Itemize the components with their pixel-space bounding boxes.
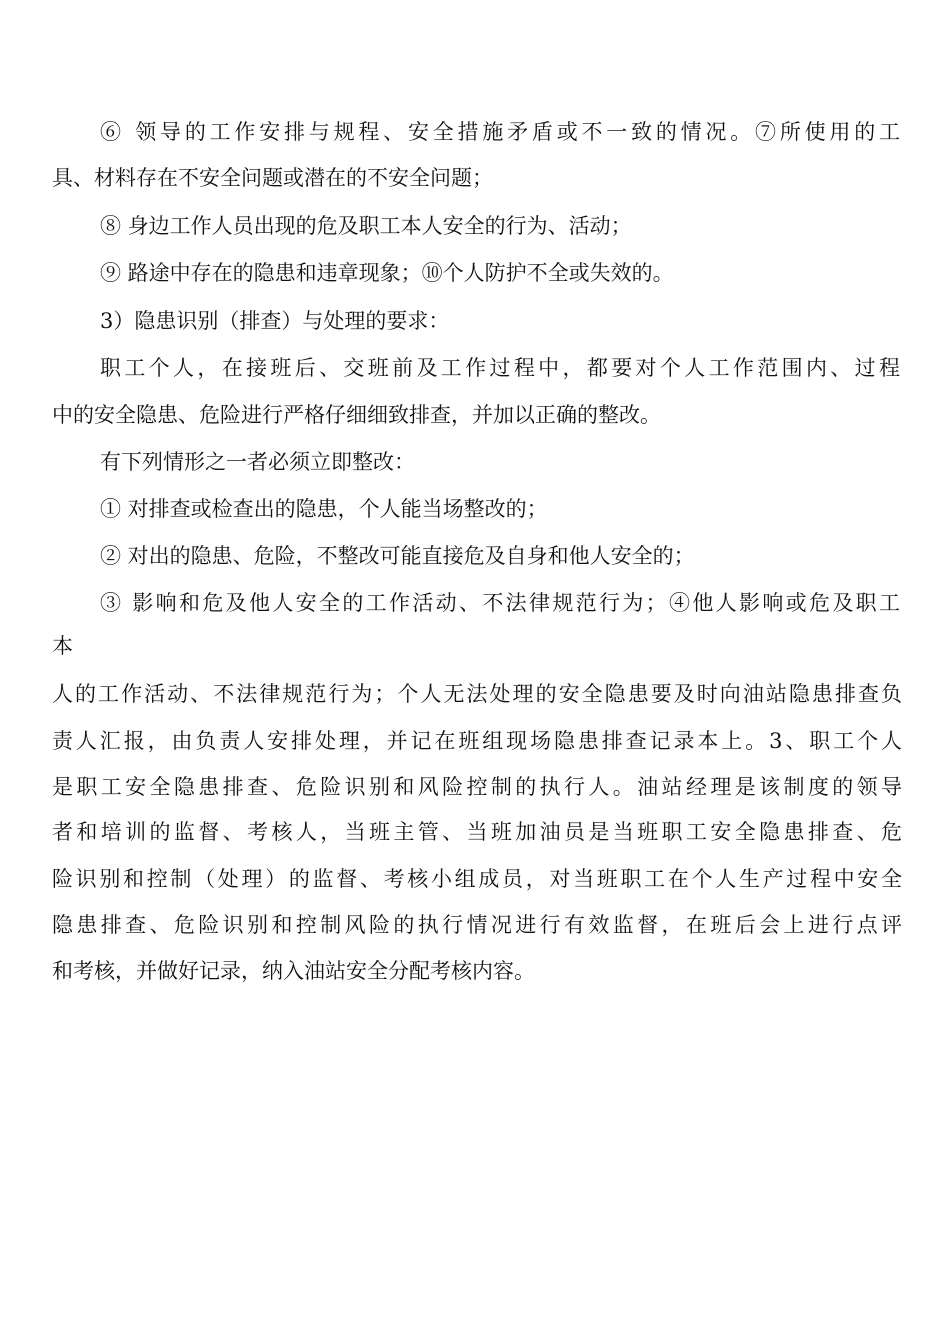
paragraph-line: 职工个人，在接班后、交班前及工作过程中，都要对个人工作范围内、过程: [100, 356, 900, 380]
paragraph-line: 和考核，并做好记录，纳入油站安全分配考核内容。: [52, 959, 535, 983]
paragraph-line: 险识别和控制（处理）的监督、考核小组成员，对当班职工在个人生产过程中安全: [52, 867, 902, 891]
list-item: ② 对出的隐患、危险，不整改可能直接危及自身和他人安全的；: [100, 544, 695, 568]
paragraph-line: 人的工作活动、不法律规范行为；个人无法处理的安全隐患要及时向油站隐患排查负: [52, 682, 902, 706]
section-heading: 3）隐患识别（排查）与处理的要求：: [100, 309, 450, 333]
paragraph-line: 有下列情形之一者必须立即整改：: [100, 450, 415, 474]
paragraph-line: 是职工安全隐患排查、危险识别和风险控制的执行人。油站经理是该制度的领导: [52, 775, 902, 799]
list-item: ⑨ 路途中存在的隐患和违章现象；⑩个人防护不全或失效的。: [100, 261, 674, 285]
paragraph-line: 者和培训的监督、考核人，当班主管、当班加油员是当班职工安全隐患排查、危: [52, 820, 902, 844]
paragraph-line: 隐患排查、危险识别和控制风险的执行情况进行有效监督，在班后会上进行点评: [52, 913, 902, 937]
paragraph-line: 本: [52, 634, 73, 658]
paragraph-line: ⑥ 领导的工作安排与规程、安全措施矛盾或不一致的情况。⑦所使用的工: [100, 120, 900, 144]
paragraph-line: 具、材料存在不安全问题或潜在的不安全问题；: [52, 166, 493, 190]
paragraph-line: 中的安全隐患、危险进行严格仔细细致排查，并加以正确的整改。: [52, 403, 661, 427]
list-item: ① 对排查或检查出的隐患，个人能当场整改的；: [100, 497, 548, 521]
paragraph-line: 责人汇报，由负责人安排处理，并记在班组现场隐患排查记录本上。3、职工个人: [52, 729, 902, 753]
list-item: ⑧ 身边工作人员出现的危及职工本人安全的行为、活动；: [100, 214, 632, 238]
list-item: ③ 影响和危及他人安全的工作活动、不法律规范行为；④他人影响或危及职工: [100, 591, 900, 615]
